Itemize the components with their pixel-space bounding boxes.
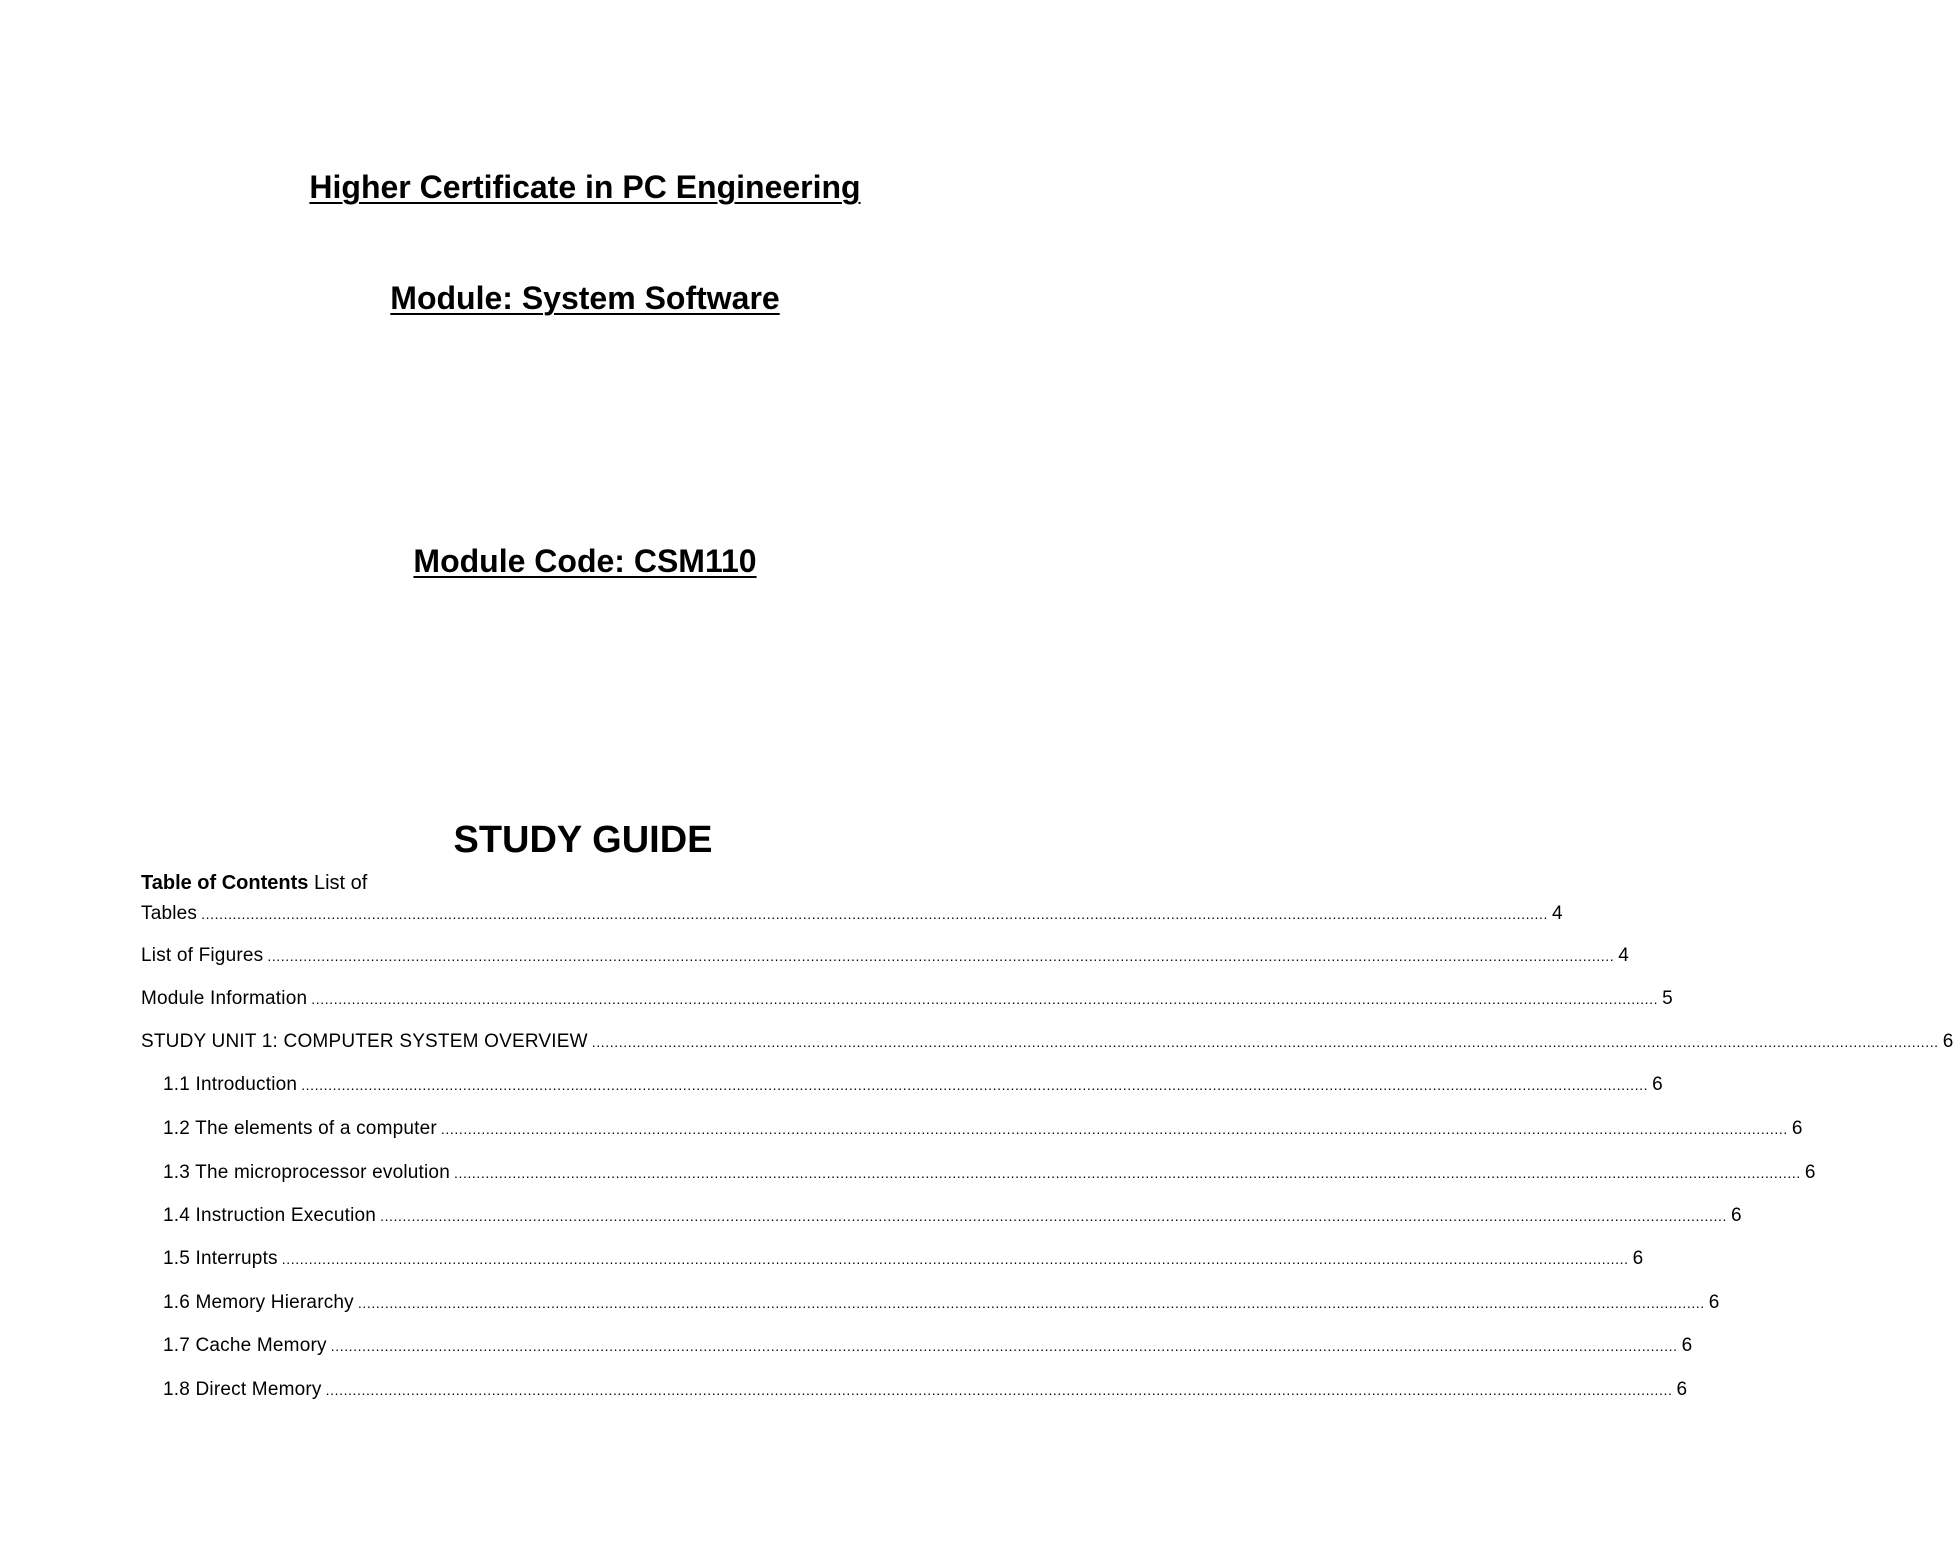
toc-leader: ............................................................................................................................................................................................................................................................................................................ bbox=[453, 1165, 1801, 1181]
toc-entry-page: 6 bbox=[1791, 1118, 1803, 1139]
toc-leader: ............................................................................................................................................................................................................................................................................................................ bbox=[591, 1034, 1939, 1050]
toc-leader: ............................................................................................................................................................................................................................................................................................................ bbox=[301, 1077, 1649, 1093]
toc-entry-page: 6 bbox=[1652, 1074, 1663, 1095]
toc-leader: ............................................................................................................................................................................................................................................................................................................ bbox=[325, 1382, 1673, 1398]
toc-entry-label: Tables bbox=[141, 903, 198, 924]
toc-entry-label: Module Information bbox=[141, 988, 308, 1009]
study-guide-heading: STUDY GUIDE bbox=[453, 819, 713, 861]
toc-entry-label: 1.6 Memory Hierarchy bbox=[163, 1292, 354, 1313]
toc-header bbox=[141, 873, 367, 893]
toc-title-suffix: List of bbox=[313, 872, 368, 894]
toc-leader: ............................................................................................................................................................................................................................................................................................................ bbox=[357, 1295, 1705, 1311]
toc-entry-page: 5 bbox=[1662, 988, 1673, 1009]
toc-entry-module-information[interactable] bbox=[141, 988, 1673, 1009]
toc-entry-page: 6 bbox=[1708, 1292, 1720, 1313]
toc-entry-page: 4 bbox=[1618, 945, 1630, 966]
toc-entry-1-5[interactable] bbox=[163, 1248, 1644, 1269]
toc-entry-label: 1.3 The microprocessor evolution bbox=[163, 1162, 450, 1183]
toc-entry-label: 1.7 Cache Memory bbox=[163, 1335, 327, 1356]
toc-entry-1-7[interactable] bbox=[163, 1335, 1693, 1356]
toc-entry-page: 6 bbox=[1942, 1031, 1953, 1052]
toc-entry-tables[interactable] bbox=[141, 903, 1563, 924]
toc-entry-1-2[interactable] bbox=[163, 1118, 1803, 1139]
toc-entry-label: 1.1 Introduction bbox=[163, 1074, 298, 1095]
toc-entry-1-3[interactable] bbox=[163, 1162, 1816, 1183]
toc-entry-page: 6 bbox=[1804, 1162, 1816, 1183]
toc-entry-page: 4 bbox=[1552, 903, 1563, 924]
toc-entry-1-4[interactable] bbox=[163, 1205, 1742, 1226]
toc-entry-1-8[interactable] bbox=[163, 1379, 1688, 1400]
toc-entry-list-of-figures[interactable] bbox=[141, 945, 1630, 966]
toc-entry-1-6[interactable] bbox=[163, 1292, 1720, 1313]
toc-entry-page: 6 bbox=[1681, 1335, 1693, 1356]
certificate-title: Higher Certificate in PC Engineering bbox=[309, 169, 861, 205]
toc-leader: ............................................................................................................................................................................................................................................................................................................ bbox=[311, 991, 1659, 1007]
toc-leader: ............................................................................................................................................................................................................................................................................................................ bbox=[281, 1251, 1629, 1267]
toc-entry-1-1[interactable] bbox=[163, 1074, 1663, 1095]
toc-entry-study-unit-1[interactable] bbox=[141, 1031, 1953, 1052]
toc-leader: ............................................................................................................................................................................................................................................................................................................ bbox=[330, 1338, 1678, 1354]
module-code: Module Code: CSM110 bbox=[413, 543, 757, 579]
toc-entry-label: 1.8 Direct Memory bbox=[163, 1379, 322, 1400]
toc-entry-label: 1.5 Interrupts bbox=[163, 1248, 278, 1269]
toc-entry-label: STUDY UNIT 1: COMPUTER SYSTEM OVERVIEW bbox=[141, 1031, 588, 1052]
toc-entry-label: 1.2 The elements of a computer bbox=[163, 1118, 437, 1139]
module-title: Module: System Software bbox=[390, 280, 780, 316]
toc-leader: ............................................................................................................................................................................................................................................................................................................ bbox=[440, 1121, 1788, 1137]
toc-entry-label: List of Figures bbox=[141, 945, 264, 966]
toc-entry-page: 6 bbox=[1632, 1248, 1644, 1269]
toc-leader: ............................................................................................................................................................................................................................................................................................................ bbox=[201, 906, 1549, 922]
toc-title: Table of Contents bbox=[141, 872, 309, 894]
toc-leader: ............................................................................................................................................................................................................................................................................................................ bbox=[380, 1208, 1727, 1224]
toc-entry-label: 1.4 Instruction Execution bbox=[163, 1205, 377, 1226]
toc-leader: ............................................................................................................................................................................................................................................................................................................ bbox=[267, 948, 1615, 964]
toc-entry-page: 6 bbox=[1676, 1379, 1688, 1400]
toc-entry-page: 6 bbox=[1730, 1205, 1742, 1226]
